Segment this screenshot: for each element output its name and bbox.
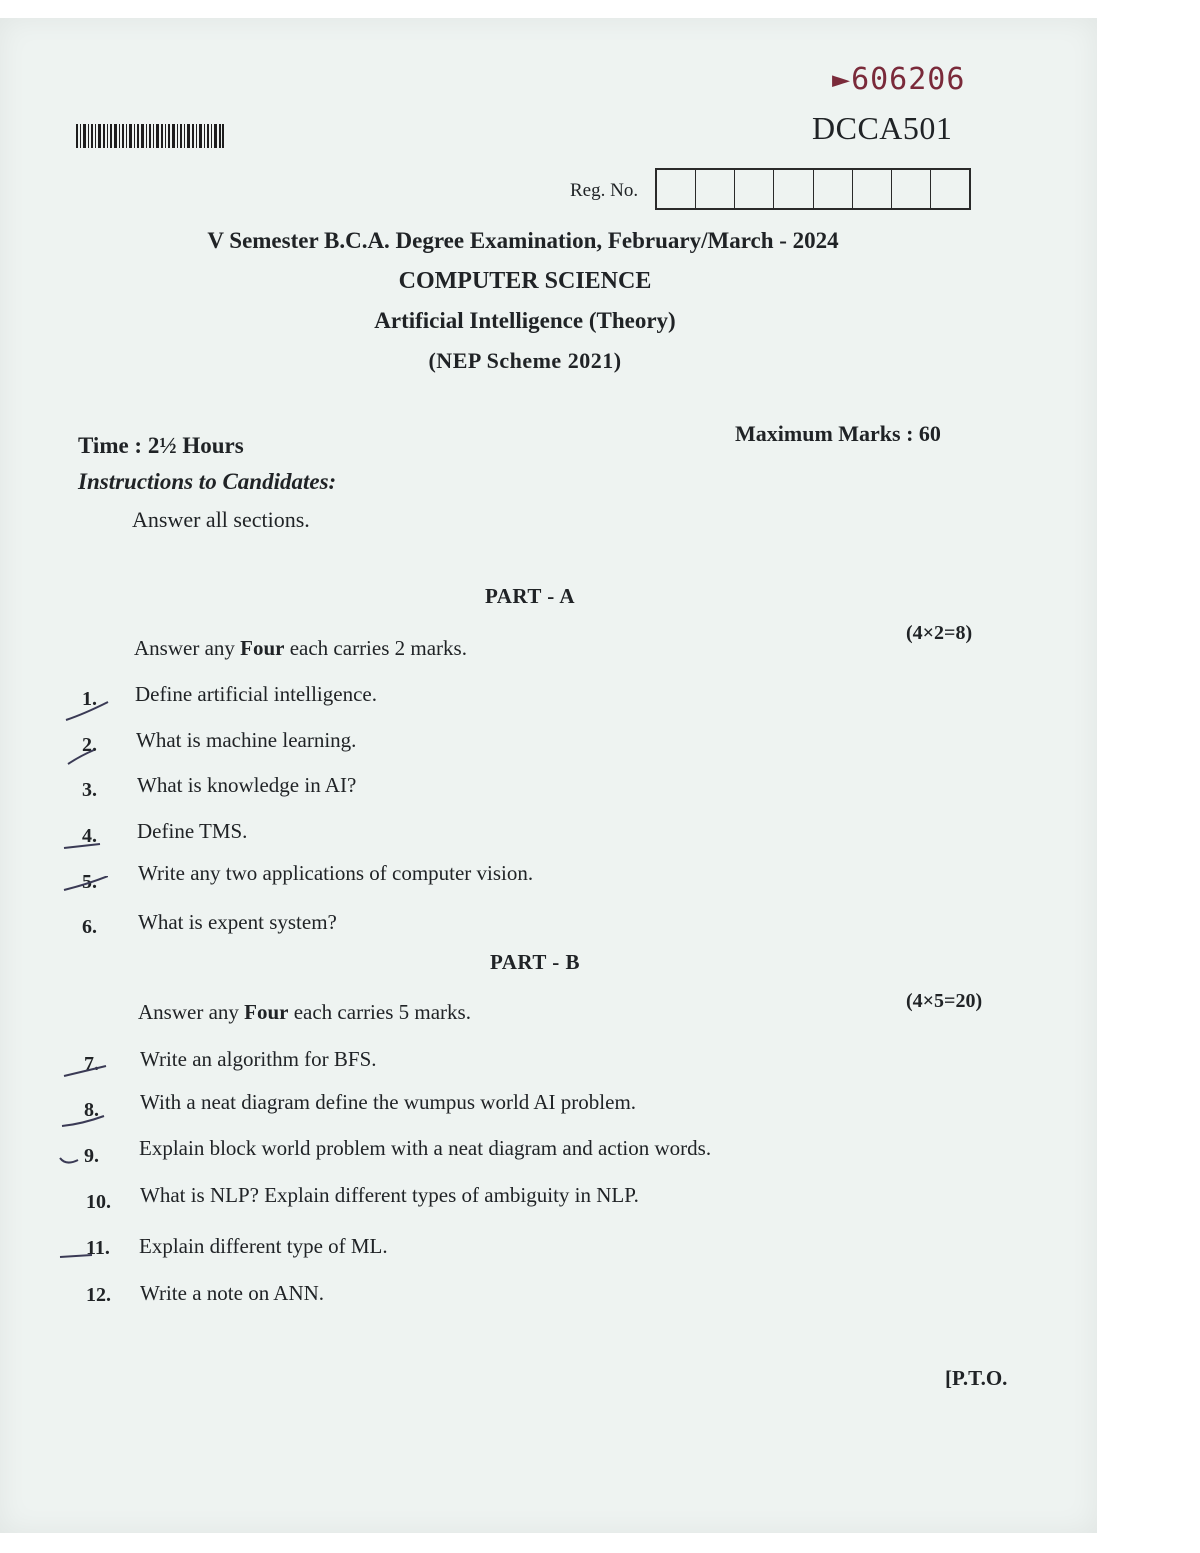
reg-no-cell	[892, 170, 931, 208]
part-a-heading: PART - A	[485, 584, 575, 608]
handwritten-tick-icon	[58, 1150, 104, 1172]
question-text: What is NLP? Explain different types of ambiguity in NLP.	[140, 1183, 639, 1207]
part-b-instruction: Answer any Four each carries 5 marks.	[138, 1000, 471, 1024]
subject-title: COMPUTER SCIENCE	[398, 268, 652, 294]
instructions-heading: Instructions to Candidates:	[78, 469, 337, 494]
question-number: 6.	[82, 916, 97, 938]
part-a-instruction: Answer any Four each carries 2 marks.	[134, 636, 467, 660]
please-turn-over: [P.T.O.	[945, 1366, 1008, 1390]
question-text: Explain block world problem with a neat diagram and action words.	[139, 1136, 712, 1160]
paper-code: DCCA501	[812, 110, 953, 146]
question-number: 2.	[82, 734, 97, 756]
time-allowed: Time : 2½ Hours	[78, 433, 244, 458]
handwritten-tick-icon	[62, 1062, 108, 1084]
part-b-heading: PART - B	[490, 950, 580, 974]
question-number: 10.	[86, 1191, 111, 1213]
question-number: 5.	[82, 871, 97, 893]
question-text: Write a note on ANN.	[140, 1281, 325, 1305]
reg-no-cell	[853, 170, 892, 208]
question-number: 3.	[82, 779, 97, 801]
maximum-marks: Maximum Marks : 60	[735, 421, 941, 446]
question-text: What is expent system?	[138, 910, 337, 934]
question-number: 8.	[84, 1099, 99, 1121]
question-number: 12.	[86, 1284, 111, 1306]
serial-number: ►606206	[832, 62, 966, 97]
question-text: What is machine learning.	[136, 728, 357, 752]
question-number: 7.	[84, 1053, 99, 1075]
reg-no-boxes	[655, 168, 971, 210]
handwritten-tick-icon	[66, 746, 112, 768]
reg-no-cell	[931, 170, 969, 208]
reg-no-cell	[696, 170, 735, 208]
question-text: What is knowledge in AI?	[137, 773, 357, 797]
handwritten-tick-icon	[60, 1112, 106, 1134]
background-margin	[1097, 18, 1200, 1533]
instructions-text: Answer all sections.	[132, 507, 310, 532]
reg-no-cell	[735, 170, 774, 208]
reg-no-cell	[774, 170, 813, 208]
question-text: Define artificial intelligence.	[135, 682, 377, 706]
paper-title: Artificial Intelligence (Theory)	[374, 308, 676, 333]
question-number: 11.	[86, 1237, 110, 1259]
question-text: Write any two applications of computer vision.	[138, 861, 534, 885]
barcode	[76, 124, 224, 148]
reg-no-cell	[657, 170, 696, 208]
handwritten-tick-icon	[58, 1245, 104, 1267]
reg-no-cell	[814, 170, 853, 208]
question-text: Define TMS.	[137, 819, 248, 843]
part-b-marks: (4×5=20)	[906, 990, 983, 1012]
exam-title: V Semester B.C.A. Degree Examination, February/March - 2024	[207, 228, 839, 253]
question-number: 1.	[82, 688, 97, 710]
reg-no-label: Reg. No.	[570, 180, 639, 201]
question-number: 4.	[82, 825, 97, 847]
handwritten-tick-icon	[62, 836, 108, 858]
question-text: Explain different type of ML.	[139, 1234, 388, 1258]
part-a-marks: (4×2=8)	[906, 622, 973, 644]
question-text: With a neat diagram define the wumpus world AI problem.	[140, 1090, 637, 1114]
question-number: 9.	[84, 1145, 99, 1167]
handwritten-tick-icon	[62, 876, 108, 898]
handwritten-tick-icon	[64, 700, 110, 722]
question-text: Write an algorithm for BFS.	[140, 1047, 377, 1071]
scheme-title: (NEP Scheme 2021)	[428, 348, 622, 373]
